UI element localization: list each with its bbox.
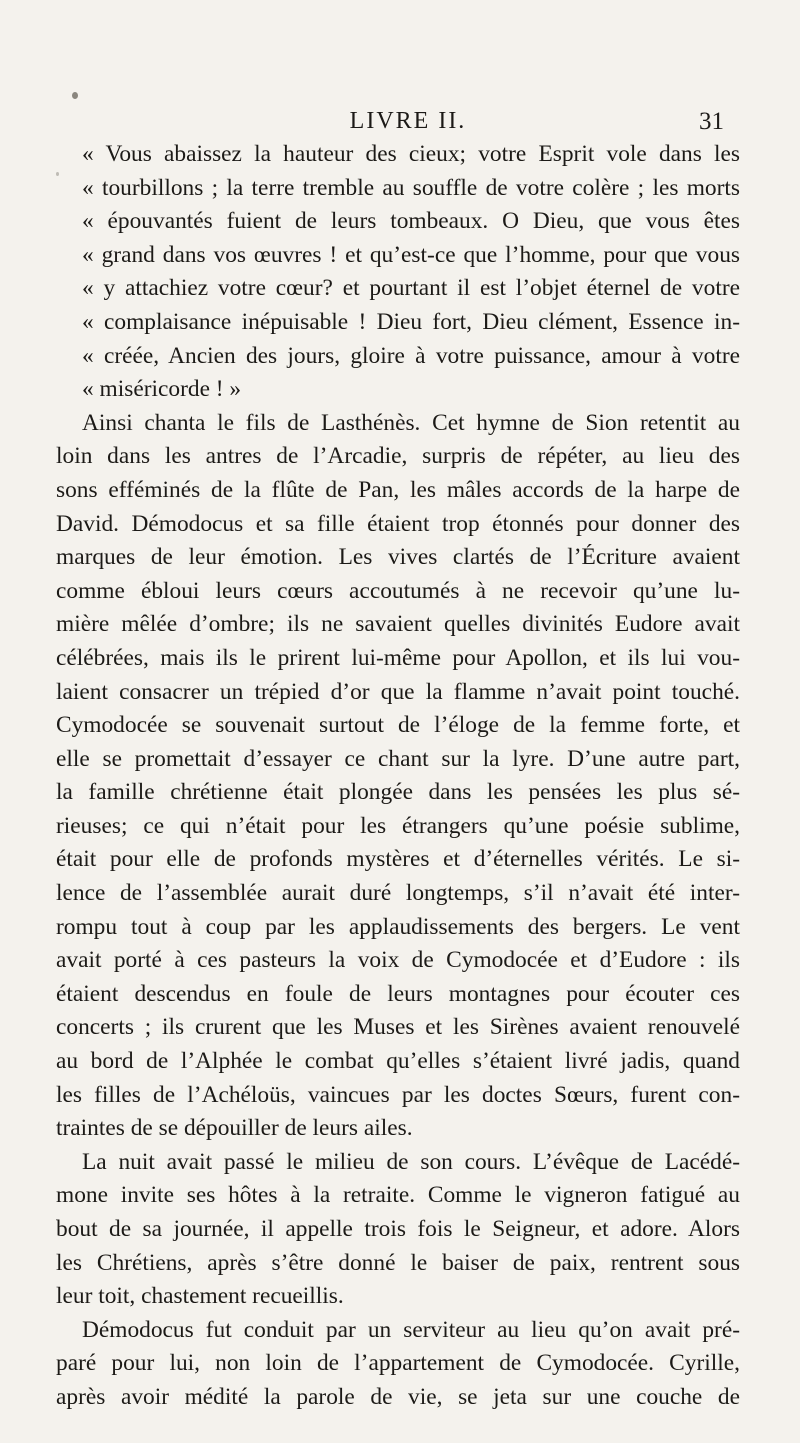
text-line: traintes de se dépouiller de leurs ailes. <box>56 1115 413 1142</box>
text-line: « tourbillons ; la terre tremble au souffle de votre colère ; les morts <box>82 174 740 201</box>
text-line: lence de l’assemblée aurait duré longtemps, s’il n’avait été inter- <box>56 880 740 907</box>
text-line: « miséricorde ! » <box>82 376 242 403</box>
text-line: paré pour lui, non loin de l’appartement de Cymodocée. Cyrille, <box>56 1350 740 1377</box>
text-line: rompu tout à coup par les applaudissements des bergers. Le vent <box>56 913 740 940</box>
text-line: Ainsi chanta le fils de Lasthénès. Cet hymne de Sion retentit au <box>82 409 740 436</box>
page-number: 31 <box>699 108 724 135</box>
text-line: avait porté à ces pasteurs la voix de Cymodocée et d’Eudore : ils <box>56 947 740 974</box>
text-line: La nuit avait passé le milieu de son cours. L’évêque de Lacédé- <box>82 1148 740 1175</box>
text-line: « y attachiez votre cœur? et pourtant il est l’objet éternel de votre <box>82 275 740 302</box>
text-line: au bord de l’Alphée le combat qu’elles s’étaient livré jadis, quand <box>56 1048 740 1075</box>
text-line: concerts ; ils crurent que les Muses et les Sirènes avaient renouvelé <box>56 1014 740 1041</box>
text-line: était pour elle de profonds mystères et d’éternelles vérités. Le si- <box>56 846 740 873</box>
text-line: étaient descendus en foule de leurs montagnes pour écouter ces <box>56 980 740 1007</box>
running-title: LIVRE II. <box>349 108 467 134</box>
text-line: mone invite ses hôtes à la retraite. Comme le vigneron fatigué au <box>56 1182 740 1209</box>
text-line: la famille chrétienne était plongée dans les pensées les plus sé- <box>56 779 740 806</box>
text-line: les Chrétiens, après s’être donné le baiser de paix, rentrent sous <box>56 1249 740 1276</box>
text-line: « grand dans vos œuvres ! et qu’est-ce que l’homme, pour que vous <box>82 241 740 268</box>
text-line: après avoir médité la parole de vie, se jeta sur une couche de <box>56 1383 740 1410</box>
body-text <box>56 138 740 1415</box>
text-line: « complaisance inépuisable ! Dieu fort, Dieu clément, Essence in- <box>82 308 740 335</box>
text-line: comme ébloui leurs cœurs accoutumés à ne recevoir qu’une lu- <box>56 577 740 604</box>
text-line: elle se promettait d’essayer ce chant sur la lyre. D’une autre part, <box>56 745 740 772</box>
text-line: marques de leur émotion. Les vives clartés de l’Écriture avaient <box>56 544 740 571</box>
text-line: « créée, Ancien des jours, gloire à votre puissance, amour à votre <box>82 342 740 369</box>
text-line: bout de sa journée, il appelle trois fois le Seigneur, et adore. Alors <box>56 1216 740 1242</box>
text-line: laient consacrer un trépied d’or que la flamme n’avait point touché. <box>56 678 740 705</box>
text-line: loin dans les antres de l’Arcadie, surpris de répéter, au lieu des <box>56 443 740 470</box>
text-line: mière mêlée d’ombre; ils ne savaient quelles divinités Eudore avait <box>56 611 740 638</box>
text-line: Cymodocée se souvenait surtout de l’éloge de la femme forte, et <box>56 712 740 739</box>
text-line: rieuses; ce qui n’était pour les étrangers qu’une poésie sublime, <box>56 812 740 839</box>
text-line: célébrées, mais ils le prirent lui-même pour Apollon, et ils lui vou- <box>56 644 740 671</box>
text-line: David. Démodocus et sa fille étaient trop étonnés pour donner des <box>56 510 740 537</box>
text-line: sons efféminés de la flûte de Pan, les mâles accords de la harpe de <box>56 476 740 503</box>
text-line: leur toit, chastement recueillis. <box>56 1283 344 1310</box>
ink-speck <box>72 92 78 99</box>
text-line: « épouvantés fuient de leurs tombeaux. O Dieu, que vous êtes <box>82 208 740 235</box>
text-line: « Vous abaissez la hauteur des cieux; votre Esprit vole dans les <box>82 141 740 167</box>
text-line: les filles de l’Achéloüs, vaincues par les doctes Sœurs, furent con- <box>56 1081 740 1108</box>
text-line: Démodocus fut conduit par un serviteur au lieu qu’on avait pré- <box>82 1316 740 1343</box>
